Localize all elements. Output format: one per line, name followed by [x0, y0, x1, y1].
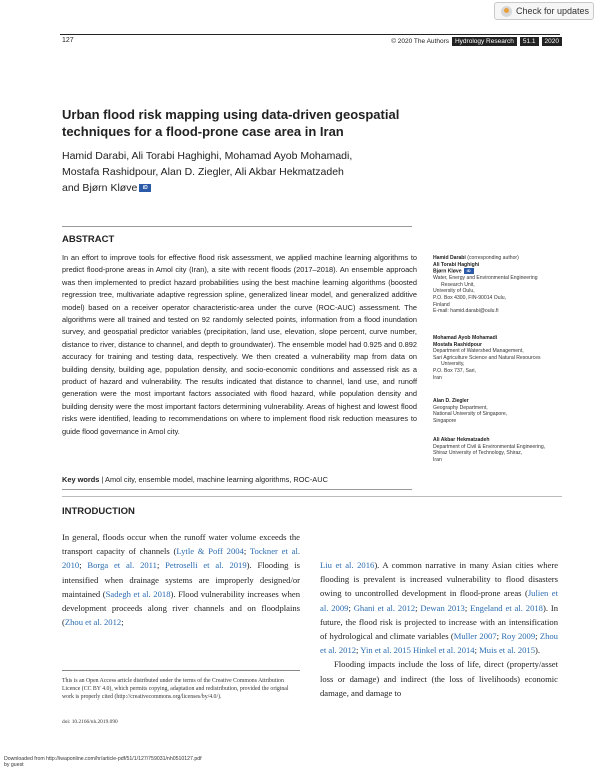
- affiliation-line: Sari Agriculture Science and Natural Resources: [433, 354, 541, 361]
- citation-link[interactable]: Muller 2007: [453, 631, 497, 642]
- citation-link[interactable]: Roy 2009: [501, 631, 536, 642]
- corresponding-note: (corresponding author): [465, 255, 519, 261]
- email-link[interactable]: E-mail: hamid.darabi@oulu.fi: [433, 308, 499, 315]
- affiliation-line: Shiraz University of Technology, Shiraz,: [433, 450, 523, 457]
- body-text: ;: [121, 617, 124, 628]
- body-text: ). In future, the flood risk is projected to increase with an intensification of hydrological and climate variables (: [320, 602, 559, 642]
- header-rule: [60, 34, 560, 35]
- intro-left-column: [62, 530, 300, 629]
- citation-link[interactable]: Julien et al. 2009: [320, 588, 558, 613]
- affiliation-line: Iran: [433, 456, 442, 463]
- citation-link[interactable]: Engeland et al. 2018: [470, 602, 543, 613]
- authors-line-1: Hamid Darabi, Ali Torabi Haghighi, Mohamad Ayob Mohamadi,: [62, 150, 353, 162]
- body-text: ;: [496, 631, 502, 642]
- download-by: by guest: [4, 762, 24, 769]
- body-text: ;: [356, 645, 361, 656]
- footnote-text: ).: [218, 694, 222, 701]
- affiliation-line: Department of Watershed Management,: [433, 348, 524, 355]
- intro-right-column: [320, 558, 558, 700]
- citation-link[interactable]: Tockner et al. 2010: [62, 546, 301, 571]
- body-text: ;: [79, 560, 88, 571]
- footnote-rule: [62, 670, 300, 671]
- keywords-label: Key words: [62, 475, 100, 484]
- body-text: ). A common narrative in many Asian cities where flooding is prevalent is increased vulnerability to flood disasters owing to uncontrolled development in flood-prone areas (: [320, 560, 559, 599]
- running-header: [391, 36, 562, 46]
- keywords: Key words | Amol city, ensemble model, machine learning algorithms, ROC-AUC: [62, 475, 328, 484]
- affiliation-block: [433, 255, 573, 315]
- affiliation-name: Ali Akbar Hekmatzadeh: [433, 437, 490, 443]
- affiliation-line: Singapore: [433, 417, 457, 424]
- body-text: ). Flood vulnerability increases when development proceeds along river channels and on floodplains (: [62, 588, 300, 628]
- affiliation-line: P.O. Box 737, Sari,: [433, 367, 476, 374]
- affiliation-block: [433, 398, 573, 424]
- affiliation-name: Ali Torabi Haghighi: [433, 261, 480, 268]
- affiliation-line: Geography Department,: [433, 404, 488, 411]
- body-text: ;: [535, 631, 540, 642]
- citation-link[interactable]: Zhou et al. 2012: [64, 617, 122, 628]
- affiliation-line: Iran: [433, 374, 442, 381]
- download-note: [4, 756, 202, 768]
- affiliation-line: Water, Energy and Environmental Engineering: [433, 275, 538, 282]
- abstract-heading: ABSTRACT: [62, 234, 115, 245]
- body-text: ;: [474, 645, 480, 656]
- abstract-text: In an effort to improve tools for effective flood risk assessment, we applied machine learning algorithms to predict flood-prone areas in Amol city (Iran), a site with recent floods (2017–2018). An ensemble approach was then implemented to predict hazard probabilities using the best machine learning algorithms (boosted regression tree, multivariate adaptive regression spline, generalized linear model, and generalized additive model) based on a receiver operator characteristic-area under the curve (ROC-AUC) assessment. The algorithms were all trained and tested on 92 randomly selected points, information from a flood inundation survey, and geospatial predictor variables (precipitation, land use, elevation, slope percent, curve number, distance to river, distance to channel, and depth to groundwater). The ensemble model had 0.925 and 0.892 accuracy for training and testing data, respectively. We then created a vulnerability map from data on building density, building age, population density, and socio-economic conditions and assessed risk as a product of hazard and vulnerability. The results indicated that distance to channel, land use, and runoff generation were the most important factors associated with flood hazard, while population density and building density were the most important factors determining vulnerability. Areas of highest and lowest flood risks were identified, leading to recommendations on where to implement flood risk reduction measures to guide flood governance in Amol city.: [62, 253, 417, 436]
- introduction-heading: INTRODUCTION: [62, 506, 135, 517]
- copyright: © 2020 The Authors: [391, 37, 449, 45]
- intro-top-rule: [62, 496, 562, 497]
- affiliation-line: Research Unit,: [441, 281, 475, 288]
- affiliation-name: Hamid Darabi: [433, 255, 466, 261]
- body-text: ;: [464, 602, 471, 613]
- affiliation-block: [433, 335, 573, 381]
- author-list: [62, 148, 392, 196]
- affiliation-line: University of Oulu,: [433, 288, 475, 295]
- authors-line-2: Mostafa Rashidpour, Alan D. Ziegler, Ali Akbar Hekmatzadeh: [62, 166, 344, 178]
- page-number: 127: [62, 37, 74, 44]
- license-link[interactable]: http://creativecommons.org/licenses/by/4.0/: [116, 694, 219, 701]
- citation-link[interactable]: Borga et al. 2011: [87, 560, 157, 571]
- year: 2020: [542, 37, 562, 46]
- authors-line-3: and Bjørn Kløve: [62, 182, 138, 194]
- citation-link[interactable]: Muis et al. 2015: [479, 645, 536, 656]
- citation-link[interactable]: Dewan 2013: [420, 602, 465, 613]
- abstract-bottom-rule: [62, 489, 412, 490]
- citation-link[interactable]: Liu et al. 2016: [320, 560, 375, 570]
- affiliation-line: National University of Singapore,: [433, 411, 508, 418]
- citation-link[interactable]: Ghani et al. 2012: [353, 602, 416, 613]
- body-text: ;: [156, 560, 166, 571]
- body-text: ;: [415, 602, 421, 613]
- journal-name: Hydrology Research: [452, 37, 517, 46]
- citation-link[interactable]: Yin et al. 2015: [360, 645, 411, 656]
- body-text: ). Flooding is intensified when drainage systems are improperly designed/or maintained (: [62, 560, 300, 599]
- citation-link[interactable]: Hinkel et al. 2014: [413, 645, 475, 656]
- license-footnote: [62, 677, 300, 702]
- body-text: ;: [243, 546, 250, 557]
- affiliation-name: Bjørn Kløve: [433, 268, 462, 275]
- affiliation-line: P.O. Box 4300, FIN-90014 Oulu,: [433, 294, 506, 301]
- citation-link[interactable]: Sadegh et al. 2018: [105, 588, 171, 599]
- keywords-list: Amol city, ensemble model, machine learning algorithms, ROC-AUC: [105, 475, 328, 484]
- check-for-updates-button[interactable]: [494, 2, 594, 20]
- body-text: In general, floods occur when the runoff water volume exceeds the transport capacity of channels (: [62, 532, 300, 557]
- footnote-text: This is an Open Access article distributed under the terms of the Creative Commons Attribution Licence (CC BY 4.0), which permits copying, adaptation and redistribution, provided the original work is properly cited (: [62, 678, 289, 701]
- crossmark-icon: [501, 6, 512, 17]
- orcid-icon[interactable]: iD: [464, 268, 474, 274]
- affiliation-line: Department of Civil & Environmental Engineering,: [433, 443, 546, 450]
- body-paragraph: Flooding impacts include the loss of life, direct (property/asset loss or damage) and indirect (the loss of livelihoods) economic damage, and damage to: [320, 659, 558, 698]
- affiliation-line: Finland: [433, 301, 450, 308]
- citation-link[interactable]: Zhou et al. 2012: [320, 631, 558, 656]
- citation-link[interactable]: Petroselli et al. 2019: [165, 560, 247, 571]
- affiliation-block: [433, 437, 573, 463]
- article-title: Urban flood risk mapping using data-driven geospatial techniques for a flood-prone case area in Iran: [62, 107, 400, 139]
- abstract-top-rule: [62, 226, 412, 227]
- affiliation-name: Alan D. Ziegler: [433, 398, 469, 404]
- download-url[interactable]: Downloaded from http://iwaponline.com/hr/article-pdf/51/1/127/759031/nh0510127.pdf: [4, 756, 202, 762]
- citation-link[interactable]: Lytle & Poff 2004: [176, 546, 244, 557]
- affiliation-line: University,: [441, 361, 465, 368]
- body-text: ).: [535, 645, 541, 656]
- affiliation-name: Mohamad Ayob Mohamadi: [433, 335, 498, 341]
- orcid-icon[interactable]: iD: [139, 184, 151, 192]
- body-text: ;: [348, 602, 354, 613]
- volume: 51.1: [520, 37, 539, 46]
- doi[interactable]: doi: 10.2166/nh.2019.090: [62, 719, 118, 725]
- check-for-updates-label: Check for updates: [516, 6, 590, 16]
- affiliation-name: Mostafa Rashidpour: [433, 341, 482, 348]
